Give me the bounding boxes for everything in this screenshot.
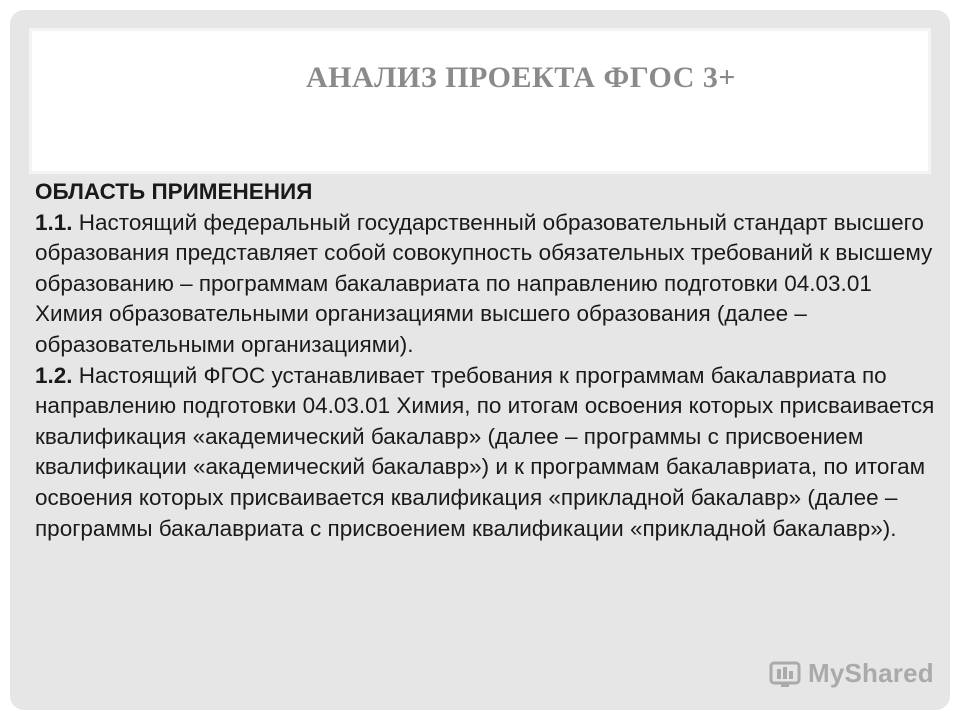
paragraph-text: Настоящий федеральный государственный образовательный стандарт высшего образования представляет собой совокупность обязательных требований к высшему образованию – программам бакалавриата по направлению подготовки 04.03.01 Химия образовательными организациями высшего образования (далее – образовательными организациями). — [35, 209, 933, 357]
section-heading: ОБЛАСТЬ ПРИМЕНЕНИЯ — [35, 179, 313, 204]
slide-title: АНАЛИЗ ПРОЕКТА ФГОС 3+ — [306, 61, 737, 94]
paragraph-number: 1.1. — [35, 209, 73, 235]
slide — [10, 10, 950, 710]
watermark — [768, 658, 934, 689]
paragraph-1-1 — [35, 208, 935, 361]
paragraph-text: Настоящий ФГОС устанавливает требования к программам бакалавриата по направлению подготовки 04.03.01 Химия, по итогам освоения которых присваивается квалификация «академический бакалавр» (далее – программы с присвоением квалификации «академический бакалавр») и к программам бакалавриата, по итогам освоения которых присваивается квалификация «прикладной бакалавр» (далее – программы бакалавриата с присвоением квалификации «прикладной бакалавр»). — [35, 362, 935, 541]
watermark-text: MyShared — [808, 658, 934, 688]
paragraph-number: 1.2. — [35, 362, 73, 388]
myshared-logo-icon — [768, 659, 802, 689]
paragraph-1-2 — [35, 361, 935, 545]
title-box — [32, 31, 928, 171]
slide-content — [35, 177, 935, 544]
